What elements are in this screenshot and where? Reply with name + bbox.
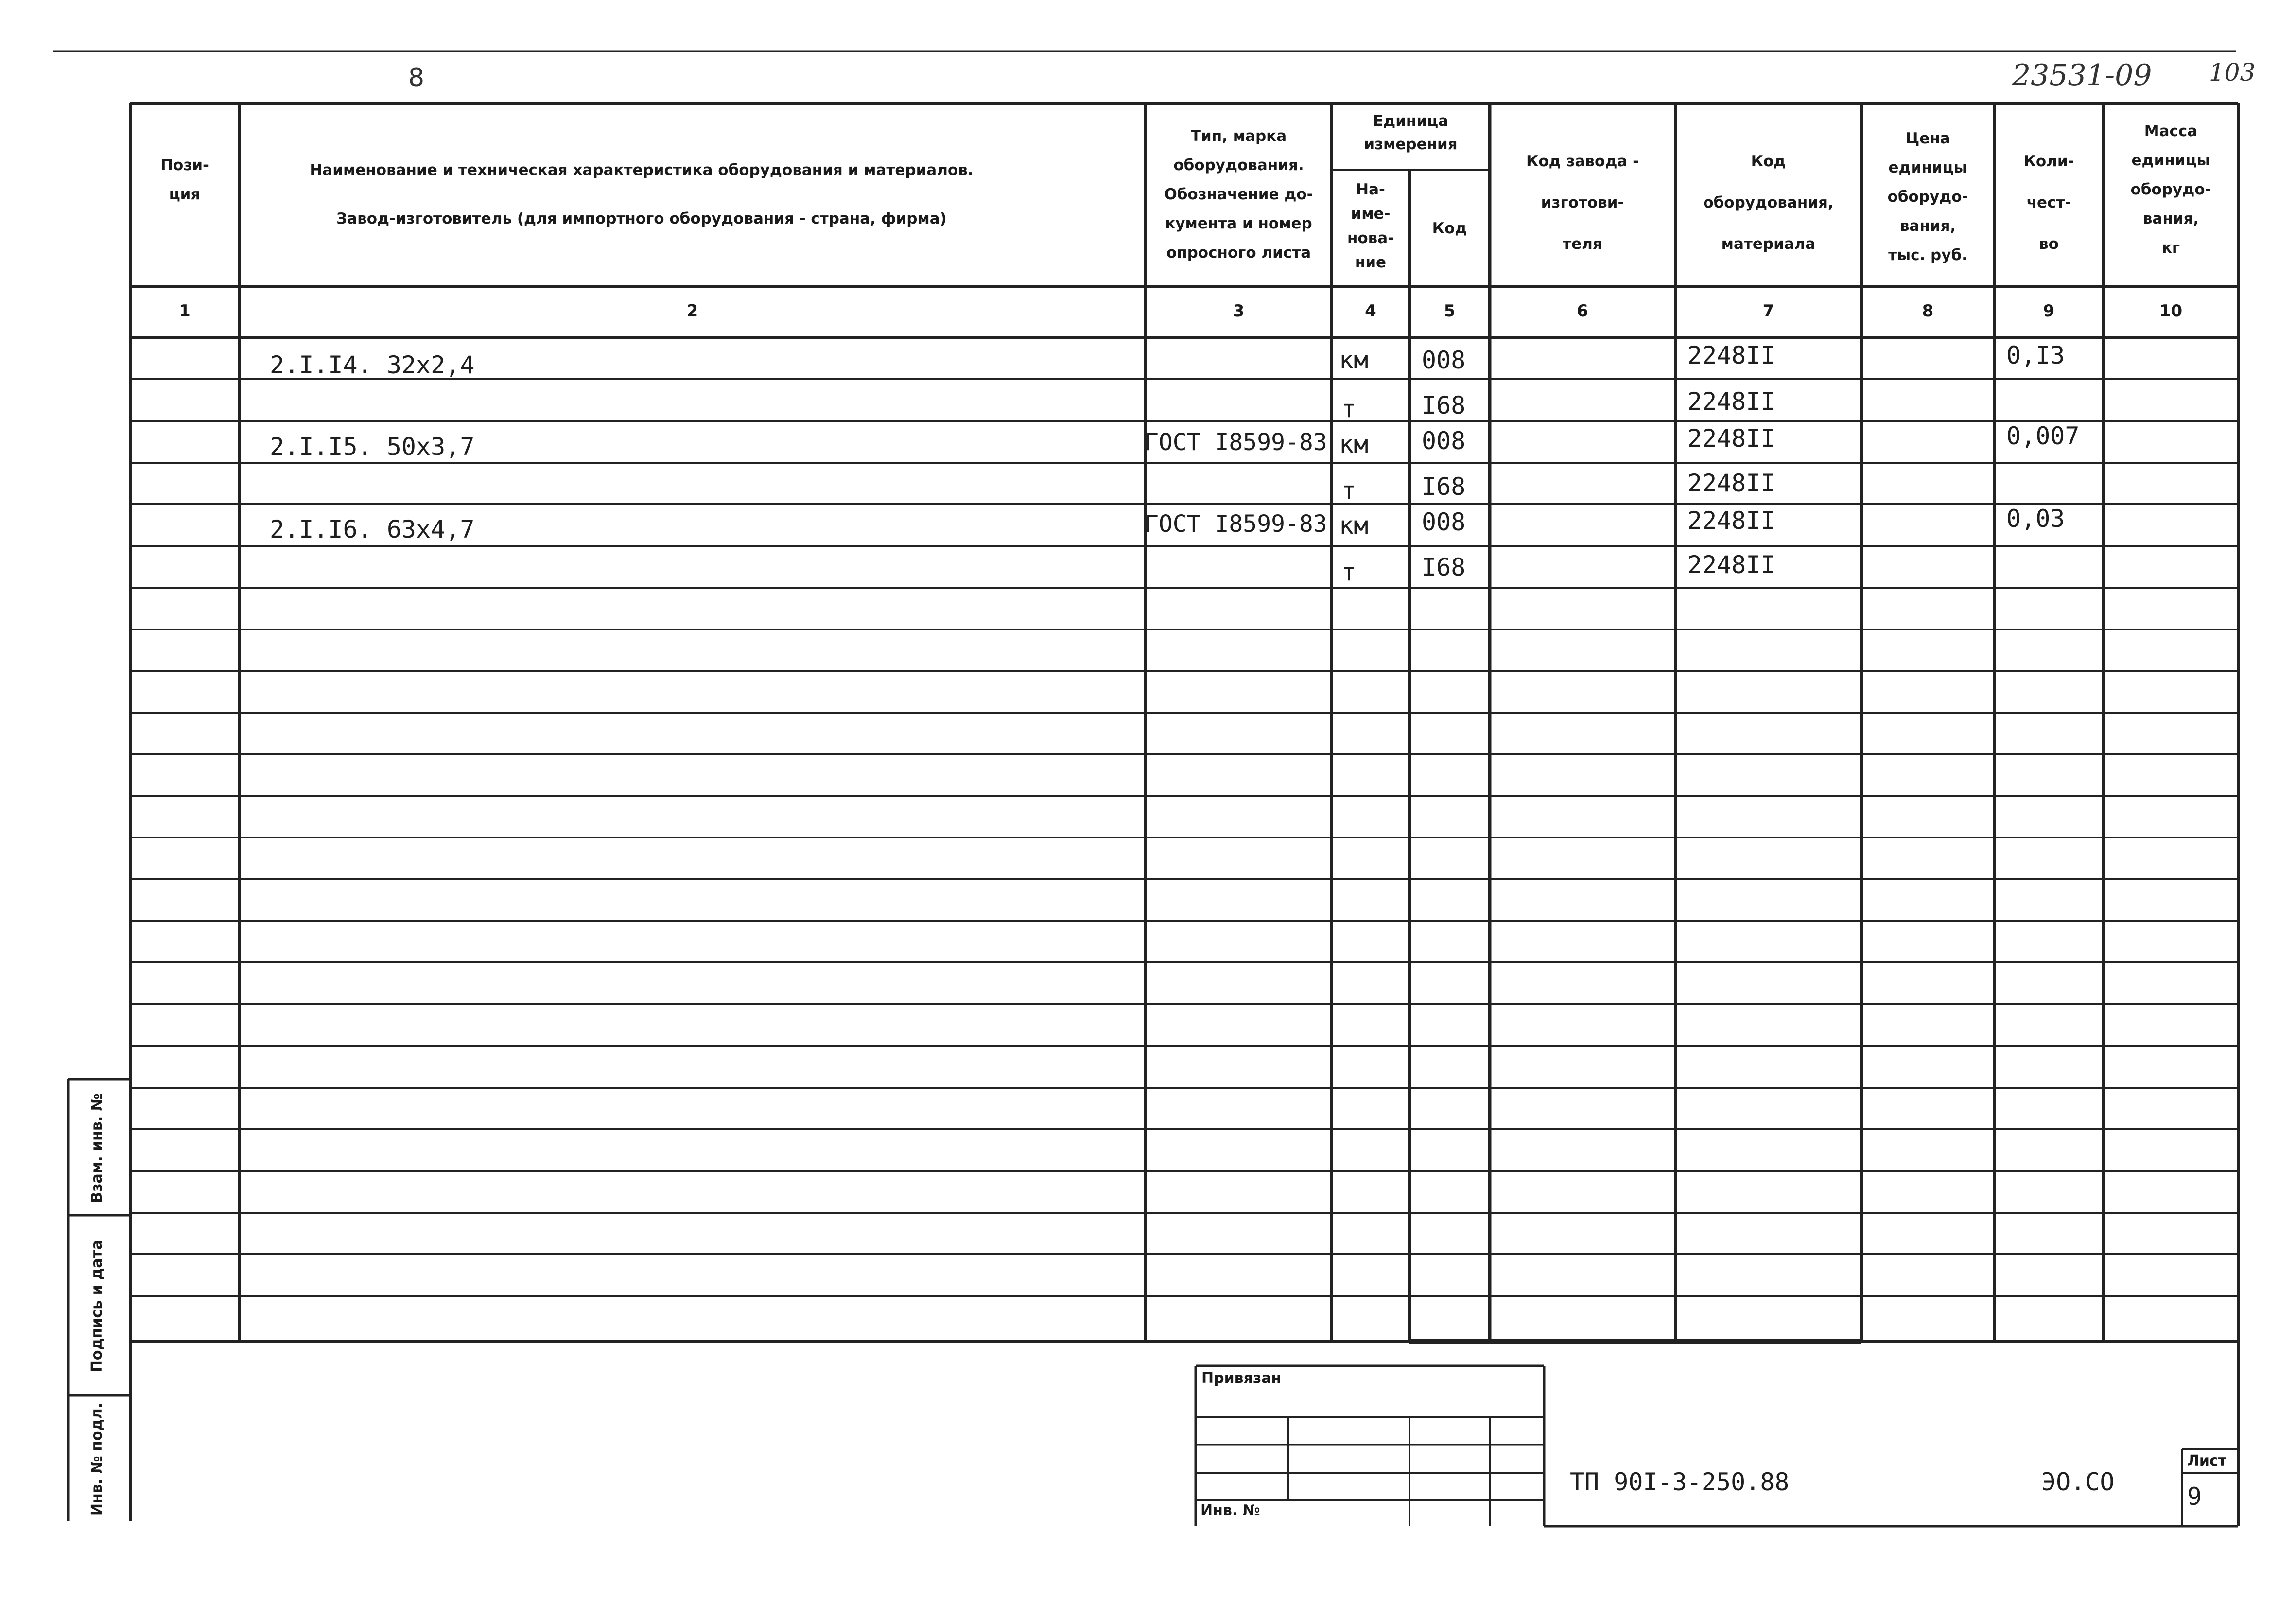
col-number-7: 7 <box>1762 301 1774 321</box>
doc-number-handwritten: 23531-09 <box>2012 58 2152 92</box>
privyazan-label: Привязан <box>1201 1370 1282 1387</box>
side-label-vzam-inv: Взам. инв. № <box>88 1093 105 1203</box>
col-header-name: Наименование и техническая характеристика оборудования и материалов. Завод-изготовитель (для импортного оборудования - страна, фирма) <box>310 161 974 227</box>
table-row-3-unit: км <box>1339 430 1369 458</box>
table-row-6-material-code: 2248II <box>1687 551 1775 579</box>
sheet-number: 9 <box>2187 1483 2202 1511</box>
table-row-4-code: I68 <box>1422 472 1466 501</box>
table-row-3-material-code: 2248II <box>1687 424 1775 453</box>
table-row-3-doc: ГОСТ I8599-83 <box>1145 429 1327 456</box>
col-header-price: Цена единицы оборудо- вания, тыс. руб. <box>1887 130 1968 264</box>
col-header-unit-code: Код <box>1432 220 1467 237</box>
col-header-type: Тип, марка оборудования. Обозначение до- кумента и номер опросного листа <box>1164 127 1313 262</box>
table-row-1-code: 008 <box>1422 346 1466 374</box>
col-header-mass: Масса единицы оборудо- вания, кг <box>2130 122 2211 257</box>
col-number-1: 1 <box>179 301 191 321</box>
sheet-label: Лист <box>2187 1452 2227 1469</box>
table-row-2-code: I68 <box>1422 391 1466 419</box>
table-row-5-unit: км <box>1339 511 1369 540</box>
col-number-10: 10 <box>2159 301 2183 321</box>
col-header-quantity: Коли- чест- во <box>2023 153 2074 253</box>
side-label-podpis-data: Подпись и дата <box>88 1240 105 1373</box>
table-row-2-material-code: 2248II <box>1687 387 1775 416</box>
col-header-factory-code: Код завода - изготови- теля <box>1526 153 1639 253</box>
inv-number-label: Инв. № <box>1200 1502 1260 1519</box>
table-row-1-quantity: 0,I3 <box>2006 341 2065 369</box>
table-row-5-code: 008 <box>1422 508 1466 536</box>
col-header-equipment-code: Код оборудования, материала <box>1703 153 1834 253</box>
table-row-3-quantity: 0,007 <box>2006 422 2080 450</box>
table-row-2-unit: т <box>1341 395 1357 423</box>
table-row-6-unit: т <box>1341 558 1357 586</box>
table-row-1-unit: км <box>1339 346 1369 374</box>
table-row-5-quantity: 0,03 <box>2006 505 2065 533</box>
table-row-5-material-code: 2248II <box>1687 507 1775 535</box>
col-header-position: Пози- ция <box>160 157 209 203</box>
table-row-3-code: 008 <box>1422 427 1466 455</box>
table-row-4-unit: т <box>1341 476 1357 505</box>
col-number-8: 8 <box>1922 301 1934 321</box>
table-row-3-name: 2.I.I5. 50x3,7 <box>270 433 475 461</box>
page-number-top: 8 <box>408 63 425 92</box>
table-row-4-material-code: 2248II <box>1687 469 1775 497</box>
col-number-2: 2 <box>686 301 698 321</box>
table-row-1-material-code: 2248II <box>1687 341 1775 369</box>
col-header-unit-group: Единица измерения <box>1364 112 1458 153</box>
sheet-number-handwritten: 103 <box>2209 58 2256 87</box>
table-row-5-name: 2.I.I6. 63x4,7 <box>270 515 475 543</box>
table-row-1-name: 2.I.I4. 32x2,4 <box>270 351 475 379</box>
table-row-5-doc: ГОСТ I8599-83 <box>1145 510 1327 538</box>
col-number-4: 4 <box>1365 301 1376 321</box>
table-row-6-code: I68 <box>1422 553 1466 581</box>
col-header-unit-name: На- име- нова- ние <box>1347 181 1394 271</box>
col-number-5: 5 <box>1444 301 1456 321</box>
col-number-3: 3 <box>1233 301 1245 321</box>
col-number-6: 6 <box>1577 301 1588 321</box>
col-number-9: 9 <box>2043 301 2055 321</box>
document-code: ТП 90I-3-250.88 <box>1570 1468 1790 1496</box>
document-mark: ЭО.СО <box>2041 1468 2115 1496</box>
side-label-inv-podl: Инв. № подл. <box>88 1402 105 1516</box>
